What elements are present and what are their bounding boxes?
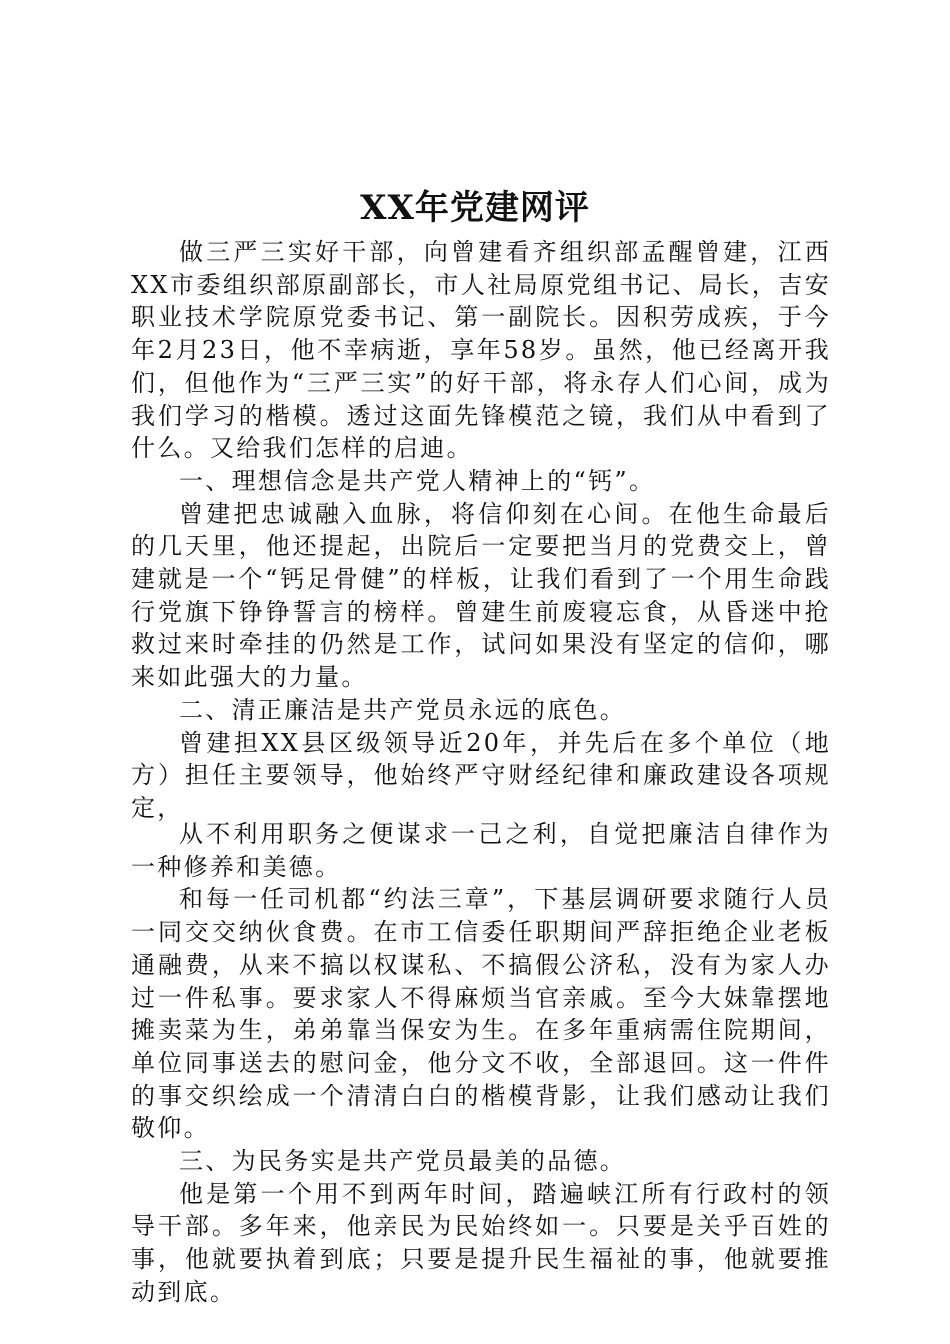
paragraph-integrity-part1: 曾建担XX县区级领导近20年，并先后在多个单位（地方）担任主要领导，他始终严守财经纪律和廉政建设各项规定， [131, 728, 831, 822]
paragraph-integrity-part2: 从不利用职务之便谋求一己之利，自觉把廉洁自律作为一种修养和美德。 [131, 820, 831, 881]
paragraph-intro: 做三严三实好干部，向曾建看齐组织部孟醒曾建，江西XX市委组织部原副部长，市人社局原党组书记、局长，吉安职业技术学院原党委书记、第一副院长。因积劳成疾，于今年2月23日，他不幸病逝，享年58岁。虽然，他已经离开我们，但他作为“三严三实”的好干部，将永存人们心间，成为我们学习的楷模。透过这面先锋模范之镜，我们从中看到了什么。又给我们怎样的启迪。 [131, 238, 831, 463]
paragraph-service: 他是第一个用不到两年时间，踏遍峡江所有行政村的领导干部。多年来，他亲民为民始终如一。只要是关乎百姓的事，他就要执着到底；只要是提升民生福祉的事，他就要推动到底。 [131, 1179, 831, 1306]
section-heading-2: 二、清正廉洁是共产党员永远的底色。 [179, 695, 627, 724]
paragraph-faith: 曾建把忠诚融入血脉，将信仰刻在心间。在他生命最后的几天里，他还提起，出院后一定要把当月的党费交上，曾建就是一个“钙足骨健”的样板，让我们看到了一个用生命践行党旗下铮铮誓言的榜样。曾建生前废寝忘食，从昏迷中抢救过来时牵挂的仍然是工作，试问如果没有坚定的信仰，哪来如此强大的力量。 [131, 499, 831, 692]
document-title: XX年党建网评 [360, 188, 590, 228]
section-heading-1: 一、理想信念是共产党人精神上的“钙”。 [179, 466, 656, 495]
section-heading-3: 三、为民务实是共产党员最美的品德。 [179, 1147, 627, 1176]
body-block-2 [131, 818, 831, 1309]
paragraph-rules: 和每一任司机都“约法三章”，下基层调研要求随行人员一同交交纳伙食费。在市工信委任职期间严辞拒绝企业老板通融费，从来不搞以权谋私、不搞假公济私，没有为家人办过一件私事。要求家人不得麻烦当官亲戚。至今大妹靠摆地摊卖菜为生，弟弟靠当保安为生。在多年重病需住院期间，单位同事送去的慰问金，他分文不收，全部退回。这一件件的事交织绘成一个清清白白的楷模背影，让我们感动让我们敬仰。 [131, 885, 831, 1143]
body-block-1 [131, 236, 831, 825]
